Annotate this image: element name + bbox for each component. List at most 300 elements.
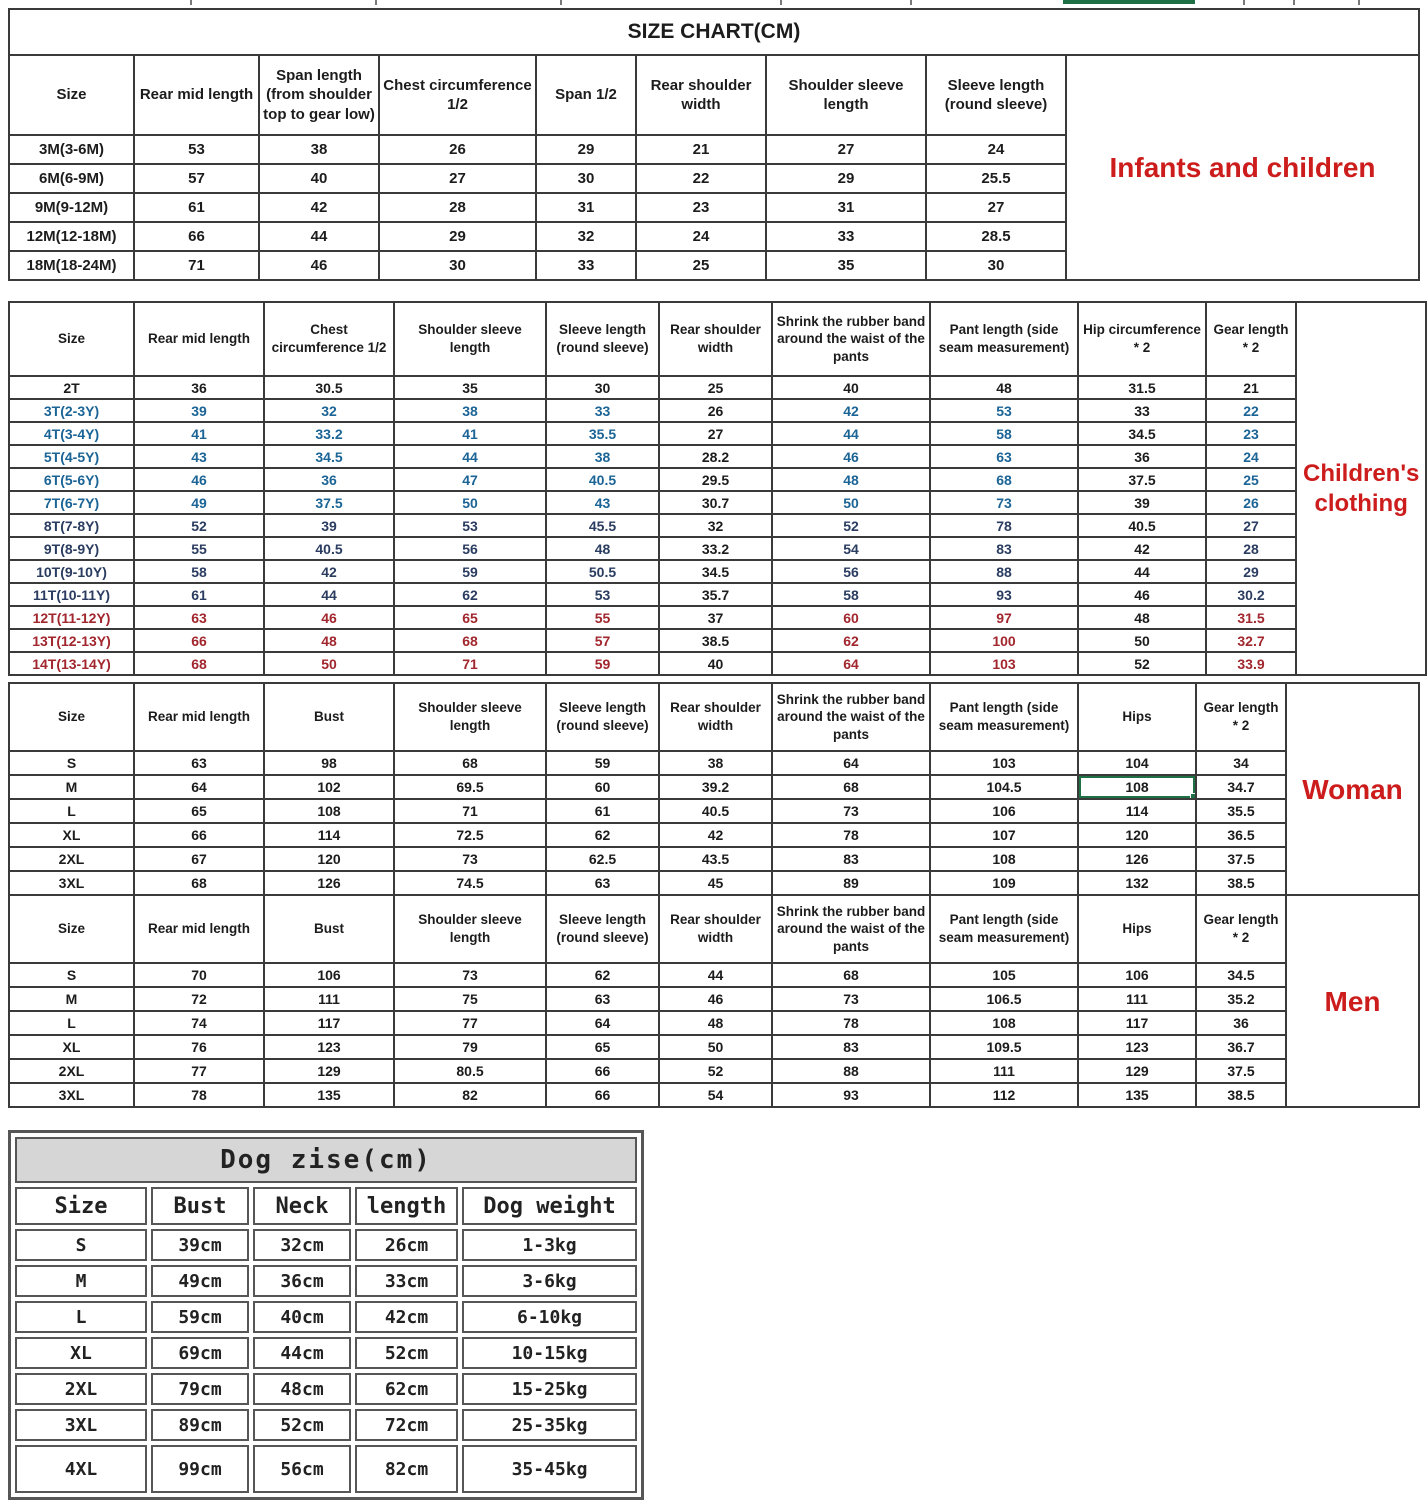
value-cell: 39 <box>1078 491 1206 514</box>
value-cell: 38 <box>546 445 659 468</box>
value-cell: 106 <box>264 963 394 987</box>
column-header: Shrink the rubber band around the waist of the pants <box>772 895 930 963</box>
column-header: length <box>355 1187 458 1225</box>
value-cell: 88 <box>772 1059 930 1083</box>
value-cell: 23 <box>636 193 766 222</box>
size-cell: 8T(7-8Y) <box>9 514 134 537</box>
value-cell: 132 <box>1078 871 1196 895</box>
value-cell: 35 <box>766 251 926 280</box>
value-cell: 52 <box>134 514 264 537</box>
value-cell: 40.5 <box>264 537 394 560</box>
value-cell: 65 <box>546 1035 659 1059</box>
value-cell: 38 <box>659 751 772 775</box>
table-row <box>9 164 1066 193</box>
value-cell: 36 <box>134 376 264 399</box>
value-cell: 73 <box>930 491 1078 514</box>
value-cell: 64 <box>134 775 264 799</box>
value-cell: 117 <box>264 1011 394 1035</box>
value-cell: 28 <box>1206 537 1296 560</box>
grid-tick <box>1243 0 1245 5</box>
column-header: Pant length (side seam measurement) <box>930 302 1078 376</box>
value-cell: 68 <box>134 871 264 895</box>
value-cell: 66 <box>134 222 259 251</box>
column-header: Size <box>9 683 134 751</box>
value-cell: 29 <box>1206 560 1296 583</box>
column-header: Span length (from shoulder top to gear low) <box>259 55 379 135</box>
value-cell: 111 <box>1078 987 1196 1011</box>
value-cell: 25-35kg <box>462 1409 637 1441</box>
size-cell: 2XL <box>15 1373 147 1405</box>
table-row <box>15 1445 637 1493</box>
value-cell: 25.5 <box>926 164 1066 193</box>
column-header: Rear mid length <box>134 895 264 963</box>
value-cell: 33 <box>546 399 659 422</box>
column-header: Neck <box>253 1187 351 1225</box>
value-cell: 71 <box>394 652 546 675</box>
size-cell: 12T(11-12Y) <box>9 606 134 629</box>
size-cell: S <box>9 751 134 775</box>
size-cell: XL <box>15 1337 147 1369</box>
table-row <box>9 775 1286 799</box>
infants-section <box>8 8 1420 281</box>
value-cell: 29 <box>766 164 926 193</box>
value-cell: 39 <box>264 514 394 537</box>
woman-section <box>8 682 1420 896</box>
value-cell: 37.5 <box>1196 847 1286 871</box>
size-cell: 3XL <box>15 1409 147 1441</box>
value-cell: 47 <box>394 468 546 491</box>
size-cell: 6M(6-9M) <box>9 164 134 193</box>
woman-label: Woman <box>1285 682 1420 896</box>
value-cell: 32 <box>659 514 772 537</box>
value-cell: 34.5 <box>1196 963 1286 987</box>
grid-tick <box>560 0 562 5</box>
value-cell: 40cm <box>253 1301 351 1333</box>
value-cell: 35 <box>394 376 546 399</box>
value-cell: 108 <box>930 847 1078 871</box>
size-cell: XL <box>9 1035 134 1059</box>
value-cell: 104 <box>1078 751 1196 775</box>
column-header: Pant length (side seam measurement) <box>930 895 1078 963</box>
value-cell: 30 <box>546 376 659 399</box>
value-cell: 24 <box>926 135 1066 164</box>
value-cell: 29.5 <box>659 468 772 491</box>
value-cell: 107 <box>930 823 1078 847</box>
value-cell: 44 <box>394 445 546 468</box>
value-cell: 73 <box>772 799 930 823</box>
size-cell: L <box>9 799 134 823</box>
size-cell: 11T(10-11Y) <box>9 583 134 606</box>
value-cell: 65 <box>394 606 546 629</box>
value-cell: 57 <box>546 629 659 652</box>
column-header: Sleeve length (round sleeve) <box>546 895 659 963</box>
value-cell: 60 <box>546 775 659 799</box>
value-cell: 44 <box>259 222 379 251</box>
value-cell: 29 <box>536 135 636 164</box>
value-cell: 62 <box>546 823 659 847</box>
value-cell: 104.5 <box>930 775 1078 799</box>
value-cell: 63 <box>134 751 264 775</box>
value-cell: 111 <box>930 1059 1078 1083</box>
table-row <box>9 652 1296 675</box>
value-cell: 64 <box>546 1011 659 1035</box>
column-header: Size <box>9 55 134 135</box>
value-cell: 58 <box>772 583 930 606</box>
value-cell: 62 <box>546 963 659 987</box>
value-cell: 28.5 <box>926 222 1066 251</box>
value-cell: 27 <box>1206 514 1296 537</box>
grid-tick <box>375 0 377 5</box>
value-cell: 111 <box>264 987 394 1011</box>
value-cell: 38.5 <box>1196 871 1286 895</box>
value-cell: 27 <box>659 422 772 445</box>
children-size-table <box>8 301 1297 676</box>
value-cell: 48 <box>659 1011 772 1035</box>
value-cell: 103 <box>930 751 1078 775</box>
table-row <box>15 1265 637 1297</box>
table-row <box>9 1059 1286 1083</box>
value-cell: 10-15kg <box>462 1337 637 1369</box>
value-cell: 102 <box>264 775 394 799</box>
value-cell: 24 <box>636 222 766 251</box>
column-header: Sleeve length (round sleeve) <box>546 683 659 751</box>
value-cell: 135 <box>1078 1083 1196 1107</box>
value-cell: 48cm <box>253 1373 351 1405</box>
value-cell: 30.7 <box>659 491 772 514</box>
column-header: Shoulder sleeve length <box>394 683 546 751</box>
table-row <box>9 222 1066 251</box>
value-cell: 42 <box>259 193 379 222</box>
size-cell: 18M(18-24M) <box>9 251 134 280</box>
column-header: Shrink the rubber band around the waist of the pants <box>772 683 930 751</box>
value-cell: 109.5 <box>930 1035 1078 1059</box>
value-cell: 26 <box>659 399 772 422</box>
value-cell: 82 <box>394 1083 546 1107</box>
value-cell: 97 <box>930 606 1078 629</box>
table-row <box>9 251 1066 280</box>
table-row <box>9 376 1296 399</box>
column-header: Bust <box>151 1187 249 1225</box>
value-cell: 79cm <box>151 1373 249 1405</box>
value-cell: 53 <box>930 399 1078 422</box>
value-cell: 21 <box>636 135 766 164</box>
value-cell: 69cm <box>151 1337 249 1369</box>
value-cell: 108 <box>930 1011 1078 1035</box>
chart-title: SIZE CHART(CM) <box>8 8 1420 54</box>
column-header: Hips <box>1078 683 1196 751</box>
table-row <box>9 799 1286 823</box>
column-header: Gear length * 2 <box>1196 895 1286 963</box>
table-row <box>9 399 1296 422</box>
value-cell: 53 <box>546 583 659 606</box>
table-row <box>9 963 1286 987</box>
size-cell: 6T(5-6Y) <box>9 468 134 491</box>
value-cell: 59 <box>394 560 546 583</box>
size-cell: 13T(12-13Y) <box>9 629 134 652</box>
value-cell: 77 <box>134 1059 264 1083</box>
value-cell: 43.5 <box>659 847 772 871</box>
value-cell: 78 <box>930 514 1078 537</box>
value-cell: 32 <box>536 222 636 251</box>
column-header: Span 1/2 <box>536 55 636 135</box>
value-cell: 30.2 <box>1206 583 1296 606</box>
value-cell: 129 <box>264 1059 394 1083</box>
column-header: Gear length * 2 <box>1206 302 1296 376</box>
value-cell: 99cm <box>151 1445 249 1493</box>
header-row <box>9 55 1066 135</box>
table-row <box>9 987 1286 1011</box>
value-cell: 36 <box>1196 1011 1286 1035</box>
value-cell: 52 <box>772 514 930 537</box>
value-cell: 52 <box>659 1059 772 1083</box>
table-row <box>9 751 1286 775</box>
value-cell: 44cm <box>253 1337 351 1369</box>
value-cell: 32.7 <box>1206 629 1296 652</box>
value-cell: 30.5 <box>264 376 394 399</box>
header-row <box>15 1187 637 1225</box>
value-cell: 36.7 <box>1196 1035 1286 1059</box>
value-cell: 6-10kg <box>462 1301 637 1333</box>
value-cell: 68 <box>772 775 930 799</box>
value-cell: 108 <box>264 799 394 823</box>
header-row <box>9 895 1286 963</box>
value-cell: 117 <box>1078 1011 1196 1035</box>
value-cell: 100 <box>930 629 1078 652</box>
value-cell: 67 <box>134 847 264 871</box>
value-cell: 88 <box>930 560 1078 583</box>
value-cell: 61 <box>134 583 264 606</box>
value-cell: 112 <box>930 1083 1078 1107</box>
value-cell: 24 <box>1206 445 1296 468</box>
size-cell: 12M(12-18M) <box>9 222 134 251</box>
column-header: Rear shoulder width <box>659 895 772 963</box>
value-cell: 52 <box>1078 652 1206 675</box>
value-cell: 40 <box>772 376 930 399</box>
value-cell: 48 <box>546 537 659 560</box>
value-cell: 46 <box>134 468 264 491</box>
value-cell: 38 <box>259 135 379 164</box>
value-cell: 46 <box>259 251 379 280</box>
column-header: Sleeve length (round sleeve) <box>546 302 659 376</box>
value-cell: 66 <box>546 1083 659 1107</box>
value-cell: 123 <box>264 1035 394 1059</box>
value-cell: 27 <box>766 135 926 164</box>
value-cell: 45.5 <box>546 514 659 537</box>
value-cell: 41 <box>134 422 264 445</box>
table-row <box>9 445 1296 468</box>
value-cell: 48 <box>1078 606 1206 629</box>
dog-table-title: Dog zise(cm) <box>15 1137 637 1183</box>
value-cell: 33.2 <box>264 422 394 445</box>
value-cell: 61 <box>546 799 659 823</box>
value-cell: 72 <box>134 987 264 1011</box>
value-cell: 68 <box>394 751 546 775</box>
size-cell: M <box>9 775 134 799</box>
value-cell: 53 <box>394 514 546 537</box>
column-header: Sleeve length (round sleeve) <box>926 55 1066 135</box>
value-cell: 73 <box>394 847 546 871</box>
size-cell: 2XL <box>9 1059 134 1083</box>
column-header: Size <box>9 302 134 376</box>
value-cell: 66 <box>134 629 264 652</box>
value-cell: 45 <box>659 871 772 895</box>
value-cell: 126 <box>264 871 394 895</box>
value-cell: 64 <box>772 751 930 775</box>
value-cell: 78 <box>134 1083 264 1107</box>
value-cell: 52cm <box>253 1409 351 1441</box>
size-cell: L <box>15 1301 147 1333</box>
value-cell: 103 <box>930 652 1078 675</box>
value-cell: 44 <box>1078 560 1206 583</box>
size-cell: 3M(3-6M) <box>9 135 134 164</box>
value-cell: 42cm <box>355 1301 458 1333</box>
column-header: Bust <box>264 683 394 751</box>
value-cell: 80.5 <box>394 1059 546 1083</box>
value-cell: 66 <box>546 1059 659 1083</box>
value-cell: 89 <box>772 871 930 895</box>
value-cell: 68 <box>394 629 546 652</box>
column-header: Chest circumference 1/2 <box>264 302 394 376</box>
selection-range-indicator <box>1063 0 1195 4</box>
value-cell: 109 <box>930 871 1078 895</box>
size-cell: 2T <box>9 376 134 399</box>
value-cell: 36.5 <box>1196 823 1286 847</box>
value-cell: 50 <box>772 491 930 514</box>
value-cell: 53 <box>134 135 259 164</box>
value-cell: 72.5 <box>394 823 546 847</box>
value-cell: 35.7 <box>659 583 772 606</box>
value-cell: 28.2 <box>659 445 772 468</box>
value-cell: 56cm <box>253 1445 351 1493</box>
value-cell: 123 <box>1078 1035 1196 1059</box>
value-cell: 44 <box>772 422 930 445</box>
value-cell: 46 <box>264 606 394 629</box>
value-cell: 50.5 <box>546 560 659 583</box>
value-cell: 42 <box>659 823 772 847</box>
table-row <box>9 135 1066 164</box>
size-cell: 4XL <box>15 1445 147 1493</box>
value-cell: 63 <box>546 871 659 895</box>
value-cell: 58 <box>930 422 1078 445</box>
value-cell: 60 <box>772 606 930 629</box>
value-cell: 114 <box>264 823 394 847</box>
size-cell: XL <box>9 823 134 847</box>
value-cell: 46 <box>772 445 930 468</box>
value-cell: 63 <box>134 606 264 629</box>
value-cell: 129 <box>1078 1059 1196 1083</box>
size-cell: 3XL <box>9 1083 134 1107</box>
spreadsheet-edge-strip <box>8 0 1420 8</box>
value-cell: 33.2 <box>659 537 772 560</box>
grid-tick <box>780 0 782 5</box>
value-cell: 36 <box>1078 445 1206 468</box>
table-row <box>9 629 1296 652</box>
value-cell: 64 <box>772 652 930 675</box>
table-row <box>15 1409 637 1441</box>
column-header: Shoulder sleeve length <box>394 895 546 963</box>
value-cell: 35.5 <box>546 422 659 445</box>
value-cell: 44 <box>264 583 394 606</box>
value-cell: 66 <box>134 823 264 847</box>
value-cell: 25 <box>659 376 772 399</box>
men-label: Men <box>1285 894 1420 1108</box>
value-cell: 30 <box>379 251 536 280</box>
value-cell: 25 <box>636 251 766 280</box>
size-cell: L <box>9 1011 134 1035</box>
value-cell: 37 <box>659 606 772 629</box>
column-header: Rear mid length <box>134 55 259 135</box>
value-cell: 48 <box>930 376 1078 399</box>
value-cell: 89cm <box>151 1409 249 1441</box>
size-cell: 3T(2-3Y) <box>9 399 134 422</box>
size-cell: 4T(3-4Y) <box>9 422 134 445</box>
size-cell: 3XL <box>9 871 134 895</box>
value-cell: 56 <box>772 560 930 583</box>
value-cell: 68 <box>134 652 264 675</box>
value-cell: 59 <box>546 751 659 775</box>
selected-cell: 108 <box>1078 775 1196 799</box>
value-cell: 34.5 <box>264 445 394 468</box>
value-cell: 55 <box>546 606 659 629</box>
column-header: Size <box>15 1187 147 1225</box>
value-cell: 50 <box>394 491 546 514</box>
table-row <box>9 560 1296 583</box>
value-cell: 68 <box>772 963 930 987</box>
value-cell: 68 <box>930 468 1078 491</box>
men-size-table <box>8 894 1287 1108</box>
table-row <box>15 1301 637 1333</box>
table-row <box>9 422 1296 445</box>
column-header: Dog weight <box>462 1187 637 1225</box>
infants-size-table <box>8 54 1067 281</box>
value-cell: 1-3kg <box>462 1229 637 1261</box>
value-cell: 22 <box>1206 399 1296 422</box>
value-cell: 31 <box>766 193 926 222</box>
value-cell: 93 <box>930 583 1078 606</box>
value-cell: 46 <box>1078 583 1206 606</box>
column-header: Hips <box>1078 895 1196 963</box>
size-cell: S <box>15 1229 147 1261</box>
table-row <box>9 514 1296 537</box>
value-cell: 75 <box>394 987 546 1011</box>
value-cell: 106.5 <box>930 987 1078 1011</box>
value-cell: 36 <box>264 468 394 491</box>
value-cell: 23 <box>1206 422 1296 445</box>
value-cell: 26cm <box>355 1229 458 1261</box>
value-cell: 79 <box>394 1035 546 1059</box>
value-cell: 73 <box>394 963 546 987</box>
table-row <box>9 606 1296 629</box>
value-cell: 38.5 <box>659 629 772 652</box>
value-cell: 61 <box>134 193 259 222</box>
size-cell: M <box>9 987 134 1011</box>
value-cell: 39cm <box>151 1229 249 1261</box>
column-header: Pant length (side seam measurement) <box>930 683 1078 751</box>
value-cell: 59cm <box>151 1301 249 1333</box>
value-cell: 52cm <box>355 1337 458 1369</box>
value-cell: 35.5 <box>1196 799 1286 823</box>
value-cell: 3-6kg <box>462 1265 637 1297</box>
value-cell: 42 <box>264 560 394 583</box>
table-row <box>9 468 1296 491</box>
value-cell: 40 <box>259 164 379 193</box>
value-cell: 106 <box>1078 963 1196 987</box>
value-cell: 42 <box>1078 537 1206 560</box>
value-cell: 62.5 <box>546 847 659 871</box>
table-row <box>9 823 1286 847</box>
table-row <box>9 1083 1286 1107</box>
value-cell: 120 <box>1078 823 1196 847</box>
